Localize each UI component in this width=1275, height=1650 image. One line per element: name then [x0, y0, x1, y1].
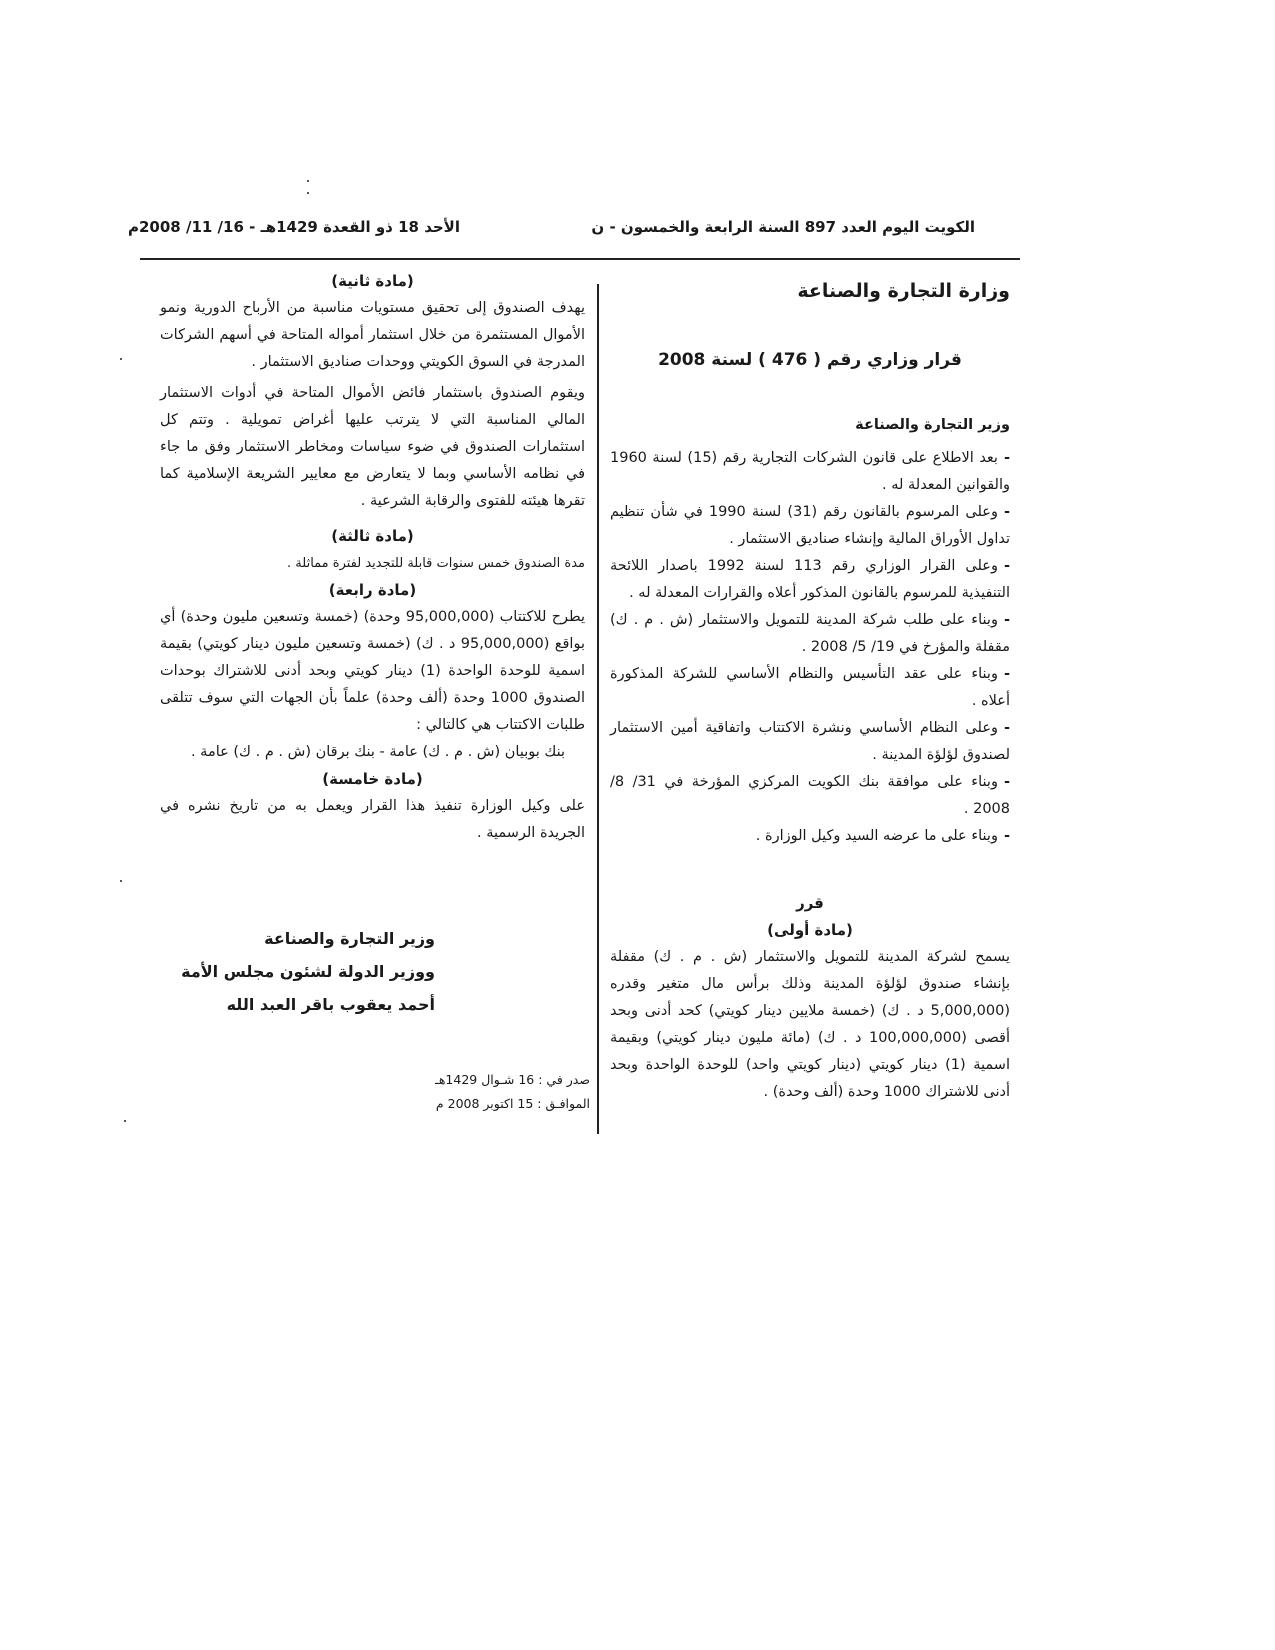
- scan-speck: [120, 358, 122, 360]
- signature-block: [175, 922, 435, 1021]
- issuer: وزير التجارة والصناعة: [855, 417, 1010, 433]
- header-date: الأحد 18 ذو القعدة 1429هـ - 16/ 11/ 2008م: [128, 218, 460, 236]
- scan-speck: [124, 1120, 126, 1122]
- column-divider: [597, 284, 599, 1134]
- issue-dates: [400, 1068, 590, 1116]
- scan-speck: [307, 192, 309, 194]
- preamble-item: -وعلى النظام الأساسي ونشرة الاكتتاب واتفاقية أمين الاستثمار لصندوق لؤلؤة المدينة .: [610, 720, 1010, 763]
- signature-title-1: وزير التجارة والصناعة: [264, 929, 435, 948]
- article-1-text: يسمح لشركة المدينة للتمويل والاستثمار (ش . م . ك) مقفلة بإنشاء صندوق لؤلؤة المدينة وذلك برأس مال متغير وقدره (5,000,000 د . ك) (خمسة ملايين دينار كويتي) كحد أدنى وبحد أقصى (100,000,000 د . ك) (مائة مليون دينار كويتي) وبقيمة اسمية (1) دينار كويتي (دينار كويتي واحد) للوحدة الواحدة وبحد أدنى للاشتراك 1000 وحدة (ألف وحدة) .: [610, 949, 1010, 1100]
- article-5-text: على وكيل الوزارة تنفيذ هذا القرار ويعمل به من تاريخ نشره في الجريدة الرسمية .: [160, 798, 585, 841]
- article-2-title: (مادة ثانية): [331, 272, 414, 290]
- preamble-item: -وبناء على عقد التأسيس والنظام الأساسي للشركة المذكورة أعلاه .: [610, 666, 1010, 709]
- decides-heading: قرر: [796, 894, 824, 912]
- ministry-name: وزارة التجارة والصناعة: [797, 280, 1010, 302]
- article-2-paragraph-2: ويقوم الصندوق باستثمار فائض الأموال المتاحة في أدوات الاستثمار المالي المناسبة التي لا يترتب عليها أغراض تمويلية . وتتم كل استثمارات الصندوق في ضوء سياسات ومخاطر الاستثمار وفق ما جاء في نظامه الأساسي وبما لا يتعارض مع معايير الشريعة الإسلامية كما تقرها هيئته للفتوى والرقابة الشرعية .: [160, 385, 585, 509]
- decree-title: قرار وزاري رقم ( 476 ) لسنة 2008: [658, 350, 962, 370]
- article-5-title: (مادة خامسة): [322, 770, 423, 788]
- corresponding-date: الموافـق : 15 اكتوبر 2008 م: [435, 1096, 590, 1111]
- preamble-item: -وعلى القرار الوزاري رقم 113 لسنة 1992 باصدار اللائحة التنفيذية للمرسوم بالقانون المذكور أعلاه والقرارات المعدلة له .: [610, 558, 1010, 601]
- article-3-title: (مادة ثالثة): [331, 527, 414, 545]
- article-1-title: (مادة أولى): [767, 921, 853, 939]
- scan-speck: [120, 880, 122, 882]
- signature-name: أحمد يعقوب باقر العبد الله: [226, 995, 435, 1014]
- article-4-text: يطرح للاكتتاب (95,000,000 وحدة) (خمسة وتسعين مليون وحدة) أي بواقع (95,000,000 د . ك) (خمسة وتسعين مليون دينار كويتي) بقيمة اسمية للوحدة الواحدة (1) دينار كويتي وبحد أدنى للاشتراك بوحدات الصندوق 1000 وحدة (ألف وحدة) علماً بأن الجهات التي سوف تتلقى طلبات الاكتتاب هي كالتالي :: [160, 609, 585, 733]
- left-column: [160, 268, 585, 847]
- right-column: [610, 278, 1010, 1106]
- issued-date: صدر في : 16 شـوال 1429هـ: [435, 1072, 590, 1087]
- scan-speck: [307, 180, 309, 182]
- article-3-text: مدة الصندوق خمس سنوات قابلة للتجديد لفترة مماثلة .: [287, 556, 585, 571]
- article-4-banks: بنك بوبيان (ش . م . ك) عامة - بنك برقان (ش . م . ك) عامة .: [190, 744, 565, 760]
- preamble-item: -وبناء على طلب شركة المدينة للتمويل والاستثمار (ش . م . ك) مقفلة والمؤرخ في 19/ 5/ 2008 .: [610, 612, 1010, 655]
- preamble-item: -بعد الاطلاع على قانون الشركات التجارية رقم (15) لسنة 1960 والقوانين المعدلة له .: [610, 450, 1010, 493]
- signature-title-2: ووزير الدولة لشئون مجلس الأمة: [181, 962, 435, 981]
- header-rule: [140, 258, 1020, 260]
- article-4-title: (مادة رابعة): [328, 581, 417, 599]
- preamble-item: -وعلى المرسوم بالقانون رقم (31) لسنة 1990 في شأن تنظيم تداول الأوراق المالية وإنشاء صناديق الاستثمار .: [610, 504, 1010, 547]
- preamble-item: -وبناء على موافقة بنك الكويت المركزي المؤرخة في 31/ 8/ 2008 .: [610, 774, 1010, 817]
- preamble-item: -وبناء على ما عرضه السيد وكيل الوزارة .: [755, 828, 1010, 844]
- article-2-paragraph-1: يهدف الصندوق إلى تحقيق مستويات مناسبة من الأرباح الدورية ونمو الأموال المستثمرة من خلال استثمار أمواله المتاحة في أسهم الشركات المدرجة في السوق الكويتي ووحدات صناديق الاستثمار .: [160, 300, 585, 370]
- header-issue-info: الكويت اليوم العدد 897 السنة الرابعة والخمسون - ن: [591, 218, 975, 236]
